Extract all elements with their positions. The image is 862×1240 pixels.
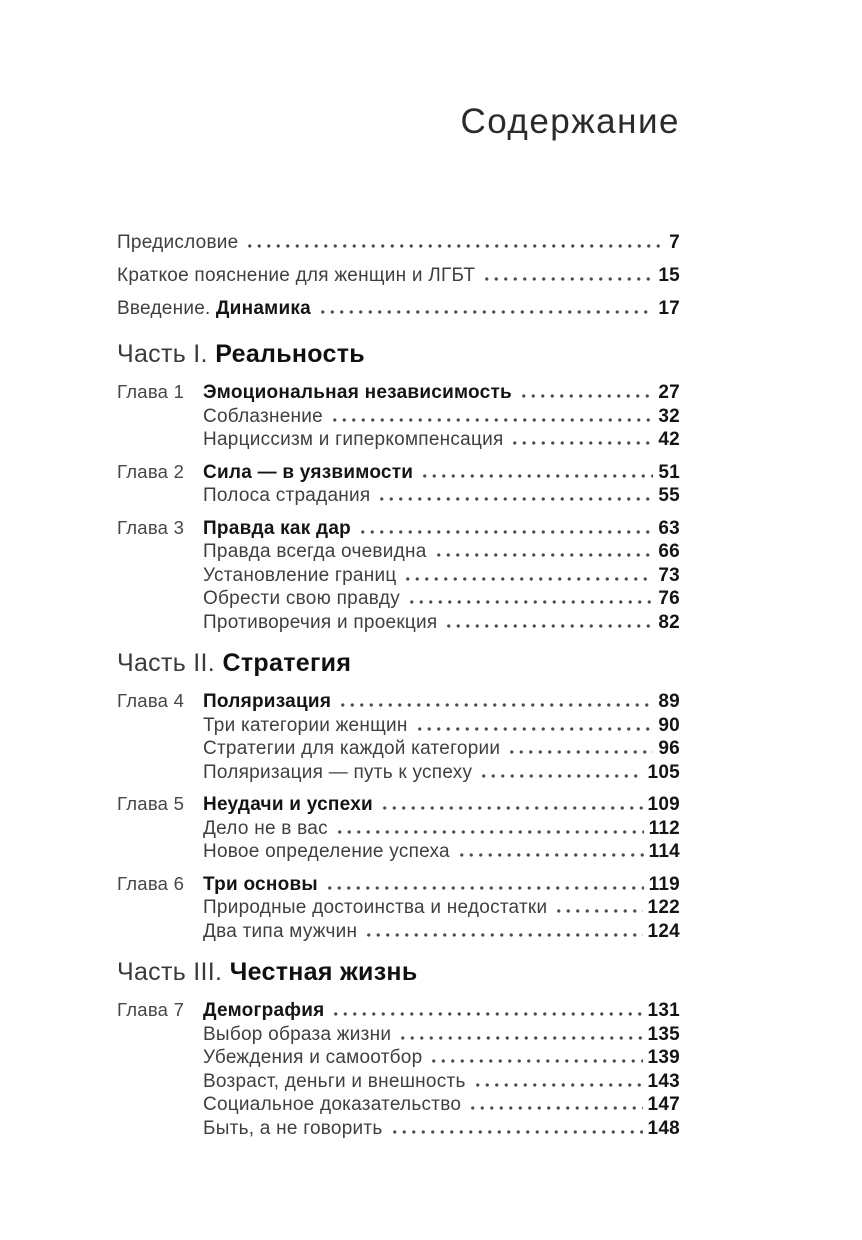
- chapter-list: [117, 380, 680, 634]
- page-number: 105: [647, 761, 680, 783]
- dot-leader: [444, 624, 653, 628]
- page-number: 139: [647, 1047, 680, 1068]
- page-number: 63: [658, 517, 680, 539]
- part-label: Часть I.: [117, 340, 208, 368]
- chapter-number: Глава 3: [117, 516, 185, 538]
- chapter-number: Глава 7: [117, 999, 185, 1020]
- part-heading: [117, 648, 680, 679]
- toc-chapter: [117, 792, 680, 864]
- dot-leader: [331, 1012, 642, 1016]
- page-number: 89: [658, 691, 680, 712]
- page-number: 7: [669, 232, 680, 253]
- chapter-title: Сила — в уязвимости: [203, 461, 414, 483]
- page-number: 96: [658, 738, 680, 759]
- chapter-number: Глава 4: [117, 690, 185, 711]
- chapter-row: [117, 998, 680, 1023]
- section-row: [117, 761, 680, 785]
- section-row: [117, 540, 680, 564]
- dot-leader: [479, 774, 642, 778]
- front-matter-list: [117, 226, 680, 325]
- dot-leader: [473, 1083, 643, 1087]
- section-title: Установление границ: [203, 564, 397, 586]
- dot-leader: [338, 703, 653, 707]
- dot-leader: [398, 1036, 642, 1040]
- section-list: [117, 1023, 680, 1141]
- toc-chapter: [117, 460, 680, 508]
- section-row: [117, 484, 680, 508]
- dot-leader: [358, 530, 653, 534]
- page-number: 15: [658, 265, 680, 286]
- part-title: Стратегия: [222, 649, 352, 677]
- dot-leader: [510, 441, 653, 445]
- page-number: 90: [658, 714, 680, 736]
- section-row: [117, 714, 680, 738]
- dot-leader: [407, 600, 653, 604]
- section-row: [117, 840, 680, 864]
- section-title: Три категории женщин: [203, 714, 408, 736]
- section-list: [117, 896, 680, 943]
- dot-leader: [245, 244, 664, 248]
- section-row: [117, 1070, 680, 1094]
- chapter-row: [117, 380, 680, 405]
- page-number: 66: [658, 541, 680, 562]
- dot-leader: [390, 1130, 643, 1134]
- toc-chapter: [117, 689, 680, 784]
- part-title: Честная жизнь: [229, 958, 418, 986]
- toc-entry: [117, 226, 680, 259]
- part-label: Часть II.: [117, 649, 216, 677]
- toc-chapter: [117, 872, 680, 944]
- dot-leader: [335, 830, 644, 834]
- dot-leader: [377, 497, 653, 501]
- section-title: Быть, а не говорить: [203, 1117, 383, 1139]
- page-number: 112: [648, 817, 680, 839]
- chapter-row: [117, 689, 680, 714]
- section-row: [117, 1023, 680, 1047]
- section-title: Природные достоинства и недостатки: [203, 897, 548, 918]
- section-list: [117, 714, 680, 785]
- page-number: 17: [658, 298, 680, 319]
- chapter-row: [117, 460, 680, 485]
- page-number: 147: [647, 1094, 680, 1115]
- page-number: 55: [658, 485, 680, 506]
- parts-list: [117, 339, 680, 1140]
- entry-label: Предисловие: [117, 232, 239, 253]
- section-row: [117, 405, 680, 429]
- page-number: 122: [647, 897, 680, 918]
- dot-leader: [519, 394, 653, 398]
- section-row: [117, 611, 680, 635]
- chapter-number: Глава 2: [117, 460, 185, 482]
- dot-leader: [325, 886, 644, 890]
- chapter-title: Демография: [203, 1000, 325, 1021]
- part-heading: [117, 957, 680, 988]
- section-title: Полоса страдания: [203, 485, 371, 506]
- section-row: [117, 1093, 680, 1117]
- section-row: [117, 817, 680, 841]
- section-list: [117, 540, 680, 634]
- toc-chapter: [117, 998, 680, 1140]
- section-title: Соблазнение: [203, 405, 323, 427]
- chapter-list: [117, 689, 680, 943]
- section-row: [117, 737, 680, 761]
- section-row: [117, 1046, 680, 1070]
- section-title: Обрести свою правду: [203, 588, 401, 609]
- toc-part: [117, 339, 680, 634]
- section-title: Нарциссизм и гиперкомпенсация: [203, 429, 504, 450]
- dot-leader: [482, 277, 653, 281]
- dot-leader: [507, 750, 653, 754]
- page-number: 109: [647, 794, 680, 815]
- chapter-number: Глава 1: [117, 381, 185, 402]
- toc-chapter: [117, 380, 680, 452]
- chapter-title: Неудачи и успехи: [203, 794, 373, 815]
- toc-entry: [117, 292, 680, 325]
- dot-leader: [468, 1106, 642, 1110]
- section-title: Дело не в вас: [203, 817, 328, 839]
- toc-chapter: [117, 516, 680, 635]
- entry-label-bold: Динамика: [215, 298, 311, 319]
- dot-leader: [330, 418, 653, 422]
- section-list: [117, 405, 680, 452]
- chapter-row: [117, 792, 680, 817]
- page-number: 124: [647, 920, 680, 942]
- part-title: Реальность: [215, 340, 365, 368]
- toc-part: [117, 957, 680, 1140]
- page-number: 51: [658, 461, 680, 483]
- dot-leader: [434, 553, 654, 557]
- section-title: Два типа мужчин: [203, 920, 358, 942]
- section-title: Новое определение успеха: [203, 841, 450, 862]
- section-row: [117, 896, 680, 920]
- page-number: 73: [658, 564, 680, 586]
- dot-leader: [420, 474, 653, 478]
- entry-label: Краткое пояснение для женщин и ЛГБТ: [117, 265, 476, 286]
- page-number: 143: [647, 1070, 680, 1092]
- part-label: Часть III.: [117, 958, 223, 986]
- page-number: 114: [648, 841, 680, 862]
- chapter-number: Глава 6: [117, 872, 185, 894]
- section-row: [117, 428, 680, 452]
- page-number: 82: [658, 611, 680, 633]
- chapter-title: Правда как дар: [203, 517, 352, 539]
- section-title: Социальное доказательство: [203, 1094, 462, 1115]
- entry-label: Введение.: [117, 298, 211, 319]
- section-title: Поляризация — путь к успеху: [203, 761, 473, 783]
- page-number: 135: [647, 1023, 680, 1045]
- section-row: [117, 920, 680, 944]
- chapter-number: Глава 5: [117, 793, 185, 814]
- page-title: Содержание: [460, 102, 680, 141]
- dot-leader: [318, 310, 653, 314]
- page-number: 131: [647, 1000, 680, 1021]
- chapter-title: Три основы: [203, 873, 318, 895]
- section-title: Выбор образа жизни: [203, 1023, 392, 1045]
- chapter-title: Эмоциональная независимость: [203, 382, 512, 403]
- page-number: 148: [647, 1117, 680, 1139]
- section-row: [117, 564, 680, 588]
- section-title: Стратегии для каждой категории: [203, 738, 501, 759]
- section-title: Возраст, деньги и внешность: [203, 1070, 466, 1092]
- page-number: 42: [658, 429, 680, 450]
- section-title: Противоречия и проекция: [203, 611, 438, 633]
- chapter-row: [117, 872, 680, 897]
- section-row: [117, 587, 680, 611]
- section-title: Убеждения и самоотбор: [203, 1047, 423, 1068]
- page-number: 76: [658, 588, 680, 609]
- section-list: [117, 817, 680, 864]
- chapter-row: [117, 516, 680, 541]
- chapter-list: [117, 998, 680, 1140]
- dot-leader: [364, 933, 642, 937]
- chapter-title: Поляризация: [203, 691, 332, 712]
- dot-leader: [403, 577, 653, 581]
- dot-leader: [554, 909, 642, 913]
- toc-part: [117, 648, 680, 943]
- page-number: 32: [658, 405, 680, 427]
- part-heading: [117, 339, 680, 370]
- dot-leader: [415, 727, 654, 731]
- toc-entry: [117, 259, 680, 292]
- dot-leader: [457, 853, 644, 857]
- page-number: 119: [648, 873, 680, 895]
- dot-leader: [380, 806, 643, 810]
- section-title: Правда всегда очевидна: [203, 541, 427, 562]
- section-list: [117, 484, 680, 508]
- section-row: [117, 1117, 680, 1141]
- dot-leader: [429, 1059, 642, 1063]
- page-number: 27: [658, 382, 680, 403]
